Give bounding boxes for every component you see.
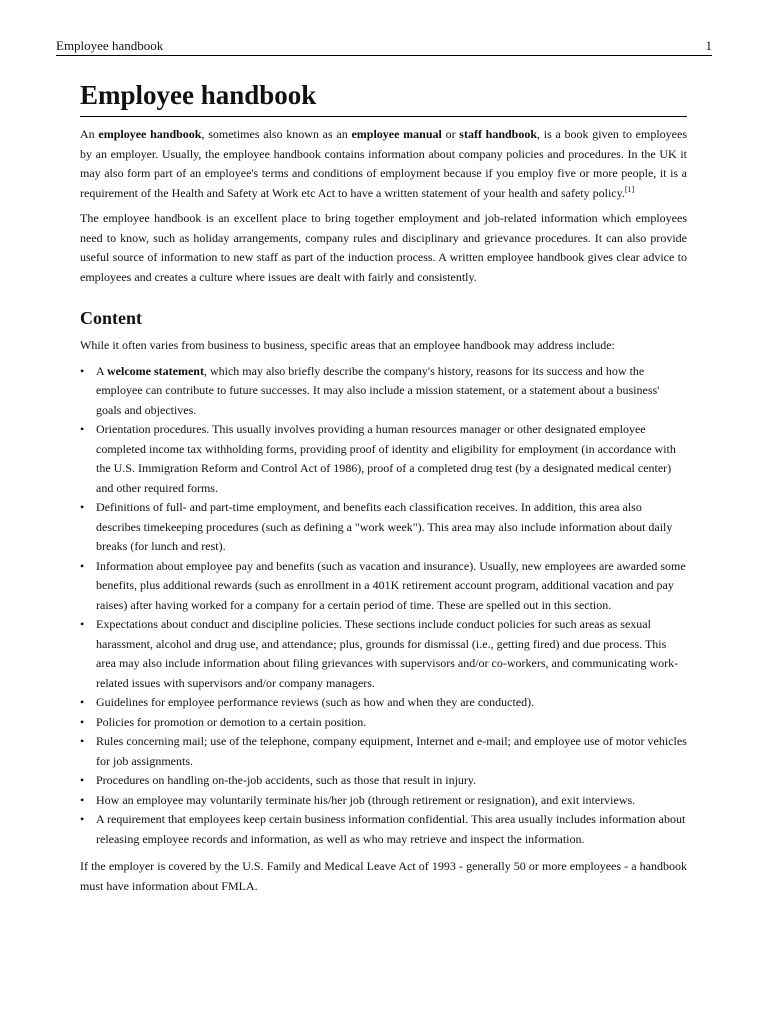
list-item-text: How an employee may voluntarily terminate his/her job (through retirement or resignation), and exit interviews. — [96, 792, 636, 807]
content-lead-paragraph: While it often varies from business to business, specific areas that an employee handbook may address include: — [80, 338, 615, 352]
list-item — [80, 732, 687, 771]
intro-text-4: , is a book given to employees by an employer. Usually, the employee handbook contains information about company policies and procedures. In the UK it may also form part of an employee's terms and conditions of employment because if you employ five or more people, it is a requirement of the Health and Safety at Work etc Act to have a written statement of your health and safety policy. — [80, 127, 687, 200]
list-item-text: Guidelines for employee performance reviews (such as how and when they are conducted). — [96, 695, 535, 709]
bullet-icon: • — [80, 617, 85, 631]
bullet-icon: • — [80, 734, 85, 748]
list-item — [80, 791, 687, 811]
list-item-text: A — [96, 363, 108, 378]
intro-text-1: An — [80, 127, 99, 141]
list-item — [80, 420, 687, 498]
list-item-text: Rules concerning mail; use of the telephone, company equipment, Internet and e-mail; and employee use of motor vehicles for job assignments. — [96, 734, 687, 768]
list-item — [80, 713, 687, 733]
paragraph-2: The employee handbook is an excellent place to bring together employment and job-related information which employees need to know, such as holiday arrangements, company rules and disciplinary and grievance procedures. It can also provide useful source of information to new staff as part of the induction process. A written employee handbook gives clear advice to employees and creates a culture where issues are dealt with fairly and consistently. — [80, 211, 687, 284]
intro-paragraph — [80, 125, 687, 203]
list-item-text: Policies for promotion or demotion to a certain position. — [96, 714, 367, 729]
bullet-icon: • — [80, 558, 85, 573]
list-item — [80, 693, 687, 713]
bullet-icon: • — [80, 695, 85, 709]
article-title: Employee handbook — [80, 78, 687, 117]
list-item — [80, 557, 687, 616]
list-item-text: , which may also briefly describe the company's history, reasons for its success and how the employee can contribute to future successes. It may also include a mission statement, or a statement about a business' goals and objectives. — [96, 363, 660, 417]
list-item-text: A requirement that employees keep certain business information confidential. This area usually includes information about releasing employee records and information, as well as who may retrieve and inspect the information. — [96, 812, 686, 846]
section-heading-content: Content — [80, 308, 142, 328]
bullet-icon: • — [80, 714, 85, 729]
bullet-icon: • — [80, 792, 85, 807]
closing-paragraph: If the employer is covered by the U.S. Family and Medical Leave Act of 1993 - generally 50 or more employees - a handbook must have information about FMLA. — [80, 859, 687, 893]
reference-link[interactable]: [1] — [624, 184, 635, 194]
bullet-icon: • — [80, 500, 85, 514]
list-item — [80, 810, 687, 849]
list-item-text: Orientation procedures. This usually involves providing a human resources manager or other designated employee completed income tax withholding forms, providing proof of identity and eligibility for employment (in accordance with the U.S. Immigration Reform and Control Act of 1986), proof of a completed drug test (by a designated medical center) and other required forms. — [96, 422, 676, 495]
intro-text-3: or — [441, 127, 460, 141]
list-item-text: Information about employee pay and benefits (such as vacation and insurance). Usually, new employees are awarded some benefits, plus additional rewards (such as enrollment in a 401K retirement account program, additional vacation and pay raises) after having worked for a company for a certain period of time. These are spelled out in this section. — [96, 558, 686, 612]
term-welcome-statement: welcome statement — [107, 363, 204, 378]
list-item — [80, 771, 687, 791]
list-item — [80, 498, 687, 557]
list-item-text: Definitions of full- and part-time employment, and benefits each classification receives. In addition, this area also describes timekeeping procedures (such as defining a "work week"). This area may also include information about daily breaks (for lunch and rest). — [96, 500, 673, 553]
list-item-text: Expectations about conduct and discipline policies. These sections include conduct policies for such areas as sexual harassment, alcohol and drug use, and attendance; plus, grounds for dismissal (i.e., getting fired) and due process. This area may also include information about filing grievances with supervisors and/or co-workers, and communicating work-related issues with supervisors and/or company managers. — [96, 617, 679, 690]
page-number: 1 — [705, 38, 712, 53]
bullet-icon: • — [80, 812, 85, 826]
term-employee-manual: employee manual — [351, 127, 442, 141]
bullet-icon: • — [80, 773, 85, 787]
term-employee-handbook: employee handbook — [98, 127, 202, 141]
article-body — [80, 78, 687, 896]
running-title: Employee handbook — [56, 38, 164, 53]
bullet-icon: • — [80, 363, 85, 378]
term-staff-handbook: staff handbook — [459, 127, 538, 141]
list-item-text: Procedures on handling on-the-job accidents, such as those that result in injury. — [96, 773, 477, 787]
content-list — [80, 362, 687, 850]
list-item — [80, 362, 687, 421]
running-header — [56, 38, 712, 56]
intro-text-2: , sometimes also known as an — [201, 127, 352, 141]
list-item — [80, 615, 687, 693]
bullet-icon: • — [80, 422, 85, 436]
